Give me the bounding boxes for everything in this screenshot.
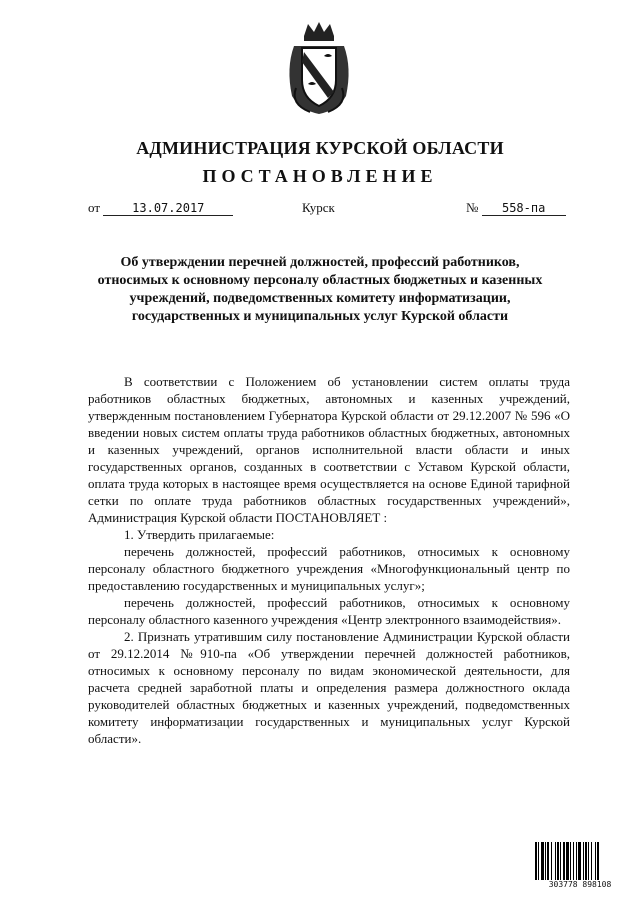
barcode-bar [591,842,592,880]
paragraph-list-entry: перечень должностей, профессий работников, относимых к основному персоналу областного казенного учреждения «Центр электронного взаимодействия». [88,595,570,627]
title-line: Об утверждении перечней должностей, профессий работников, [120,255,520,270]
barcode-bar [538,842,539,880]
date-prefix: от [88,200,101,215]
organization-name: АДМИНИСТРАЦИЯ КУРСКОЙ ОБЛАСТИ [136,138,504,158]
barcode-bar [545,842,546,880]
barcode-bar [555,842,556,880]
barcode-bar [566,842,569,880]
document-number: 558-па [482,201,566,216]
title-line: государственных и муниципальных услуг Курской области [131,309,509,324]
barcode [534,842,626,890]
document-type: ПОСТАНОВЛЕНИЕ [202,166,438,186]
barcode-bar [560,842,561,880]
document-body [88,373,570,747]
barcode-icon [534,842,626,880]
barcode-bar [583,842,584,880]
barcode-number: 303778 898108 [548,880,612,889]
paragraph-item-1: 1. Утвердить прилагаемые: [124,527,275,542]
document-date: 13.07.2017 [103,201,233,216]
barcode-bar [588,842,589,880]
paragraph-item-2: 2. Признать утратившим силу постановление Администрации Курской области от 29.12.2014 №910-па «Об утверждении перечней должностей работников, относимых к основному персоналу по видам экономической деятельности, для расчета средней заработной платы и определения размера должностного оклада руководителей областных бюджетных и казенных учреждений, подведомственных комитету информатизации государственных и муниципальных услуг Курской области». [88,629,570,746]
barcode-bar [563,842,565,880]
barcode-bar [551,842,552,880]
barcode-bar [541,842,544,880]
document-title [80,254,560,326]
barcode-bar [585,842,587,880]
city: Курск [302,200,335,215]
paragraph-list-entry: перечень должностей, профессий работников, относимых к основному персоналу областного бюджетного учреждения «Многофункциональный центр по предоставлению государственных и муниципальных услуг»; [88,544,570,593]
number-prefix: № [466,200,479,215]
title-line: относимых к основному персоналу областных бюджетных и казенных [97,273,543,288]
barcode-bar [535,842,537,880]
coat-of-arms-icon [280,18,358,118]
paragraph-preamble: В соответствии с Положением об установлении систем оплаты труда работников областных бюджетных, автономных и казенных учреждений, утвержденным постановлением Губернатора Курской области от 29.12.2007 № 596 «О введении новых систем оплаты труда работников областных бюджетных, автономных и казенных учреждений, органов исполнительной власти области и иных государственных органов, созданных в соответствии с Уставом Курской области, оплата труда которых в настоящее время осуществляется на основе Единой тарифной сетки по оплате труда работников областных государственных учреждений», Администрация Курской области ПОСТАНОВЛЯЕТ : [88,374,570,525]
barcode-bar [597,842,599,880]
barcode-bar [570,842,571,880]
barcode-bar [573,842,574,880]
barcode-bar [557,842,559,880]
barcode-bar [578,842,581,880]
barcode-bar [547,842,549,880]
number-line [466,200,566,216]
title-line: учреждений, подведомственных комитету информатизации, [129,291,511,306]
barcode-bar [576,842,577,880]
date-line [88,200,233,216]
barcode-bar [595,842,596,880]
